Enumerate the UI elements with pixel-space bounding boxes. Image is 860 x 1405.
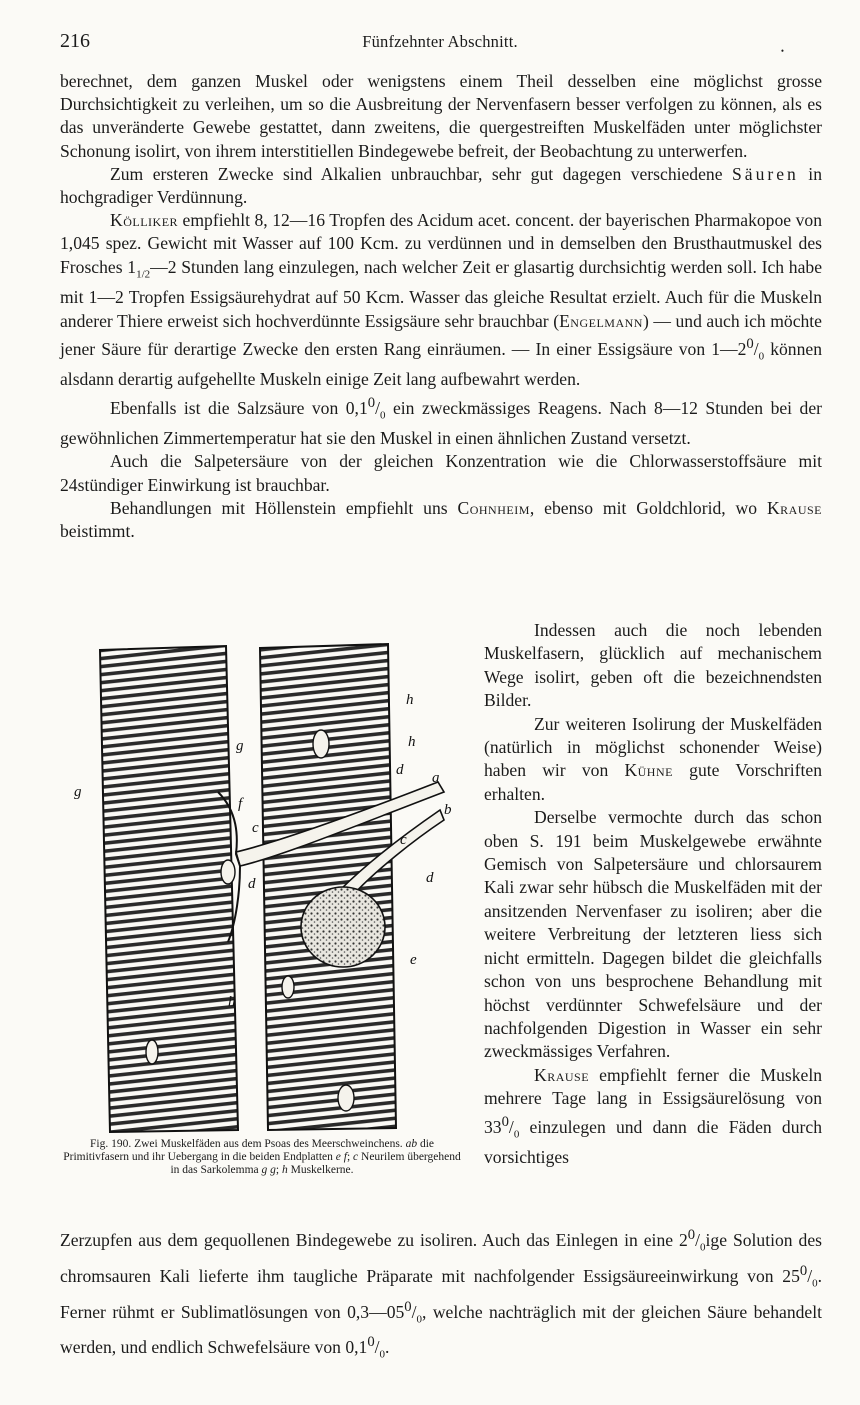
figure-label-c: c [252,820,259,836]
text-run: ) — und auch ich möchte jener Säure für derartige Zwecke den ersten Rang einräumen. — In einer Essigsäure von 1—2 [60,310,822,359]
percent-top: 0 [746,335,754,352]
text-run: können alsdann derartig aufgehellte Muskeln einige Zeit lang aufbewahrt werden. [60,338,822,390]
text-run: , welche nachträglich mit der gleichen Säure behandelt werden, und endlich Schwefelsäure von 0,1 [60,1301,822,1358]
figure-label-h: h [228,994,236,1010]
paragraph-4 [60,392,822,451]
percent-bottom: 0 [700,1241,706,1254]
muscle-nucleus [282,976,294,998]
text-run: Zum ersteren Zwecke sind Alkalien unbrauchbar, sehr gut dagegen verschiedene [110,163,732,184]
figure-label-b: b [444,802,452,818]
right-paragraph-1: Indessen auch die noch lebenden Muskelfasern, glücklich auf mechanischem Wege isolirt, geben oft die bezeichnendsten Bilder. [484,620,822,711]
caption-label: h [281,1164,288,1176]
caption-label: e f [335,1151,347,1163]
text-run: , ebenso mit Goldchlorid, wo [529,497,767,518]
page-number: 216 [60,30,90,52]
percent-top: 0 [404,1298,412,1315]
paragraph-2 [60,163,822,209]
running-title: Fünfzehnter Abschnitt. [362,32,518,51]
percent-bottom: 0 [812,1277,818,1290]
text-run: empfiehlt ferner die Muskeln mehrere Tage lang in Essigsäurelösung von 33 [484,1064,822,1137]
percent-bottom: 0 [379,1348,386,1361]
text-run: . Ferner rühmt er Sublimatlösungen von 0,3—05 [60,1265,822,1322]
printer-mark: • [780,46,784,56]
percent-slash: / [374,1337,380,1358]
paragraph-1: berechnet, dem ganzen Muskel oder wenigstens einem Theil desselben eine möglichst grosse Durchsichtigkeit zu verleihen, um so die Ausbreitung der Nervenfasern besser verfolgen zu können, als es das unveränderte Gewebe gestattet, dann zweitens, die quergestreiften Muskelfäden unter möglichster Schonung isolirt, von ihrem interstitiellen Bindegewebe befreit, der Beobachtung zu unterwerfen. [60,71,822,161]
muscle-fibre-right [260,644,396,1130]
right-column-text [484,619,822,1170]
percent-top: 0 [501,1113,509,1130]
percent-slash: / [411,1301,417,1322]
figure-number: Fig. 190. [90,1138,132,1150]
body-text-bottom [60,1224,822,1367]
percent-top: 0 [687,1227,696,1243]
percent-top: 0 [367,1334,375,1351]
percent-top: 0 [799,1262,808,1279]
right-paragraph-3: Derselbe vermochte durch das schon oben S. 191 beim Muskelgewebe erwähnte Gemisch von Salpetersäure und chlorsaurem Kali zwar sehr hübsch die Muskelfäden mit der ansitzenden Nervenfaser zu isoliren; aber die weitere Verbreitung der letzteren liess sich nicht ermitteln. Dagegen bildet die gleichfalls schon von uns besprochene Behandlung mit höchst verdünnter Schwefelsäure und der nachfolgenden Digestion in Wasser ein sehr zweckmässiges Verfahren. [484,807,822,1062]
paragraph-6 [60,497,822,543]
percent-bottom: 0 [379,408,386,421]
text-run: empfiehlt 8, 12—16 Tropfen des Acidum acet. concent. der bayerischen Pharmakopoe von 1,045 spez. Gewicht mit Wasser auf 100 Kcm. zu verdünnen und in demselben den Brusthautmuskel des Frosches 1 [60,210,822,277]
text-run: . [385,1337,390,1358]
percent-bottom: 0 [513,1127,520,1140]
figure-label-a: a [432,770,440,786]
percent-slash: / [807,1265,813,1286]
percent-slash: / [375,397,380,418]
author-name: Kühne [624,760,673,781]
figure-label-f: f [238,796,243,812]
caption-text: Muskelkerne. [287,1164,354,1176]
caption-text: Neurilem übergehend in das Sarkolemma [170,1151,461,1176]
muscle-nucleus [338,1085,354,1111]
page-header [60,30,820,56]
figure-label-g: g [236,738,244,754]
text-run: in hochgradiger Verdünnung. [60,163,822,208]
caption-text: ; [275,1164,282,1176]
figure-label-h: h [406,692,414,708]
percent-slash: / [753,338,759,359]
text-run: Behandlungen mit Höllenstein empfiehlt uns [110,497,458,518]
figure-label-d: d [396,762,404,778]
spaced-word: Säuren [731,163,799,184]
percent-bottom: 0 [416,1312,423,1325]
author-name: Krause [534,1064,590,1085]
right-paragraph-4 [484,1064,822,1170]
text-run: —2 Stunden lang einzulegen, nach welcher Zeit er glasartig durchsichtig werden soll. Ich habe mit 1—2 Tropfen Essigsäurehydrat auf 50 Kcm. Wasser das gleiche Resultat erzielt. Auch für die Muskeln anderer Thiere erweist sich hochverdünnte Essigsäure sehr brauchbar ( [60,256,822,331]
caption-text: ; [346,1151,354,1163]
caption-text: Zwei Muskelfäden aus dem Psoas des Meerschweinchens. [131,1138,406,1150]
author-name: Krause [766,497,822,518]
caption-label: g g [261,1164,276,1176]
body-text-top [60,70,822,543]
muscle-fibre-illustration [74,642,468,1134]
figure-label-d: d [426,870,434,886]
text-run: Zur weiteren Isolirung der Muskelfäden (natürlich in möglichst schonender Weise) haben wir von [484,713,822,781]
author-name: Cohnheim [457,497,530,518]
fraction: 1/2 [136,268,151,281]
muscle-fibre-left [100,646,238,1132]
author-name: Engelmann [559,310,643,331]
right-paragraph-2 [484,713,822,807]
text-run: Ebenfalls ist die Salzsäure von 0,1 [110,397,368,418]
muscle-nucleus [146,1040,158,1064]
paragraph-3 [60,209,822,391]
figure-label-h: h [408,734,416,750]
paragraph-5: Auch die Salpetersäure von der gleichen Konzentration wie die Chlorwasserstoffsäure mit 24stündiger Einwirkung ist brauchbar. [60,451,822,495]
text-run: beistimmt. [60,520,135,541]
text-run: ein zweckmässiges Reagens. Nach 8—12 Stunden bei der gewöhnlichen Zimmertemperatur hat sie den Muskel in einen ähnlichen Zustand versetzt. [60,397,823,449]
caption-text: die Primitivfasern und ihr Uebergang in die beiden Endplatten [63,1138,434,1163]
percent-top: 0 [367,394,376,411]
muscle-nucleus [221,860,235,884]
percent-slash: / [695,1229,701,1250]
end-plate [301,887,385,967]
percent-slash: / [508,1116,514,1137]
muscle-nucleus [313,730,329,758]
figure-label-g: g [74,784,82,800]
percent-bottom: 0 [758,350,765,363]
author-name: Kölliker [110,210,179,231]
figure-label-c: c [400,832,407,848]
paragraph-continuation [60,1224,822,1367]
figure-label-e: e [410,952,417,968]
text-run: einzulegen und dann die Fäden durch vorsichtiges [484,1116,822,1168]
text-run: Zerzupfen aus dem gequollenen Bindegewebe zu isoliren. Auch das Einlegen in eine 2 [60,1229,688,1250]
figure-caption [62,1138,462,1177]
caption-label: c [353,1151,359,1163]
text-run: ige Solution des chromsauren Kali lieferte ihm taugliche Präparate mit nachfolgender Essigsäureeinwirkung von 25 [60,1229,822,1286]
text-run: gute Vorschriften erhalten. [484,760,822,804]
figure-label-d: d [248,876,256,892]
caption-label: ab [405,1138,418,1150]
